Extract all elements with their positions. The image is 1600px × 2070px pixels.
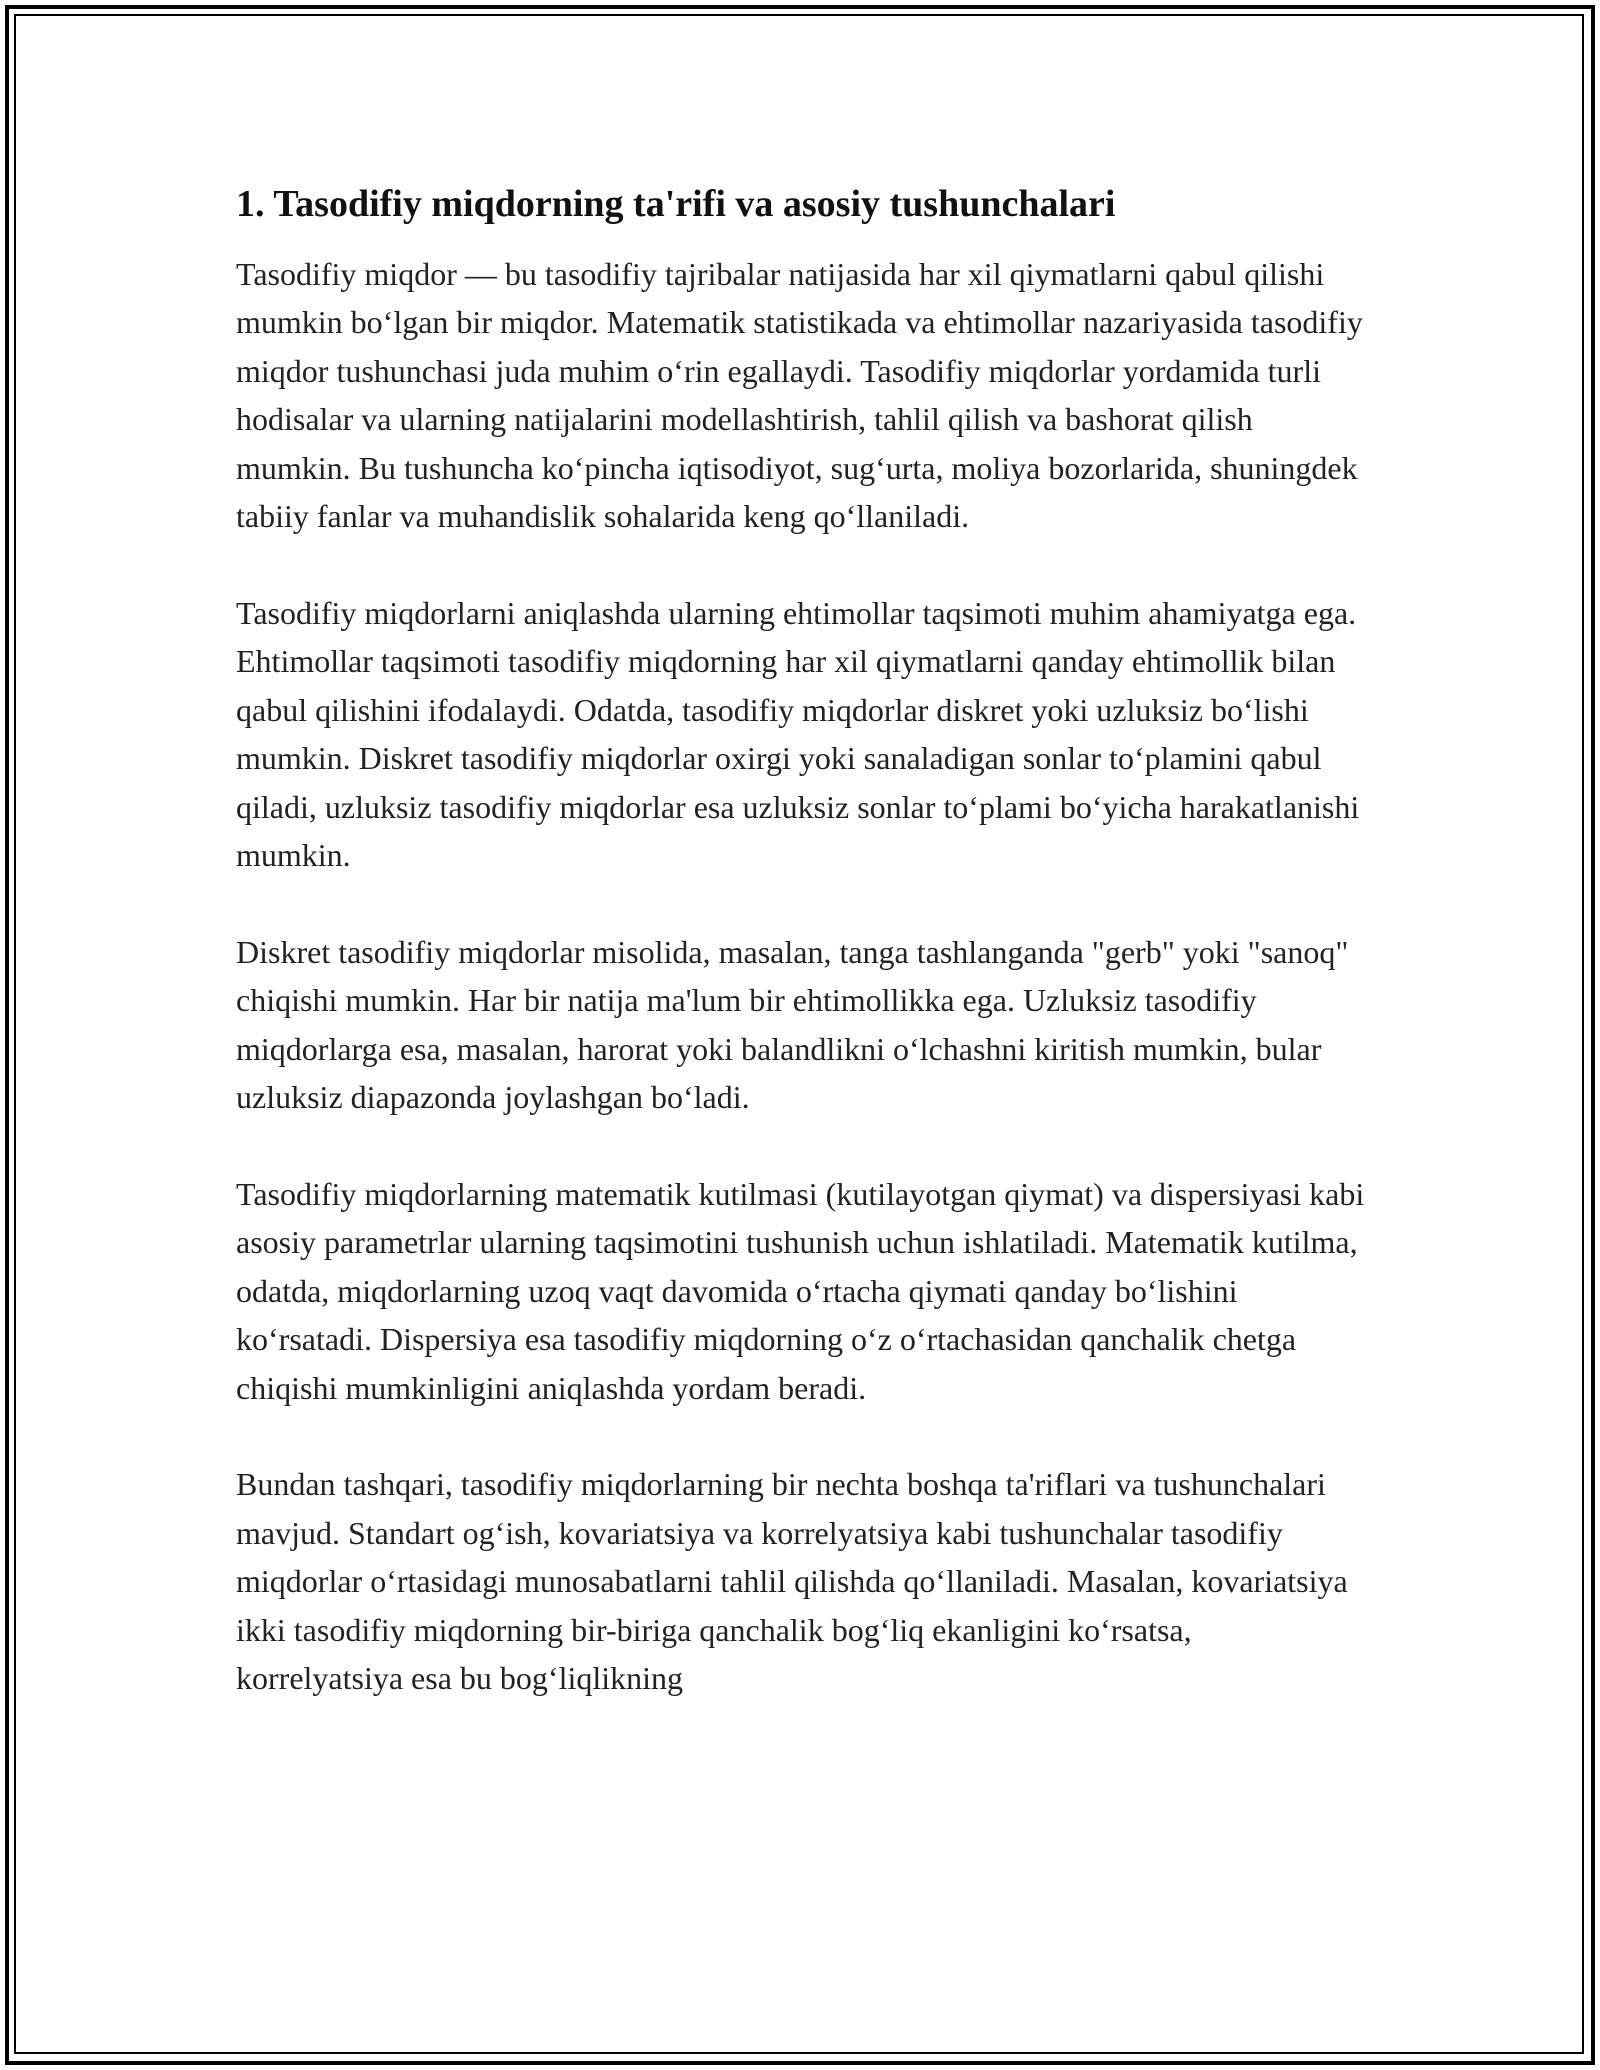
paragraph-other-concepts: Bundan tashqari, tasodifiy miqdorlarning bir nechta boshqa ta'riflari va tushunchalari mavjud. Standart og‘ish, kovariatsiya va korrelyatsiya kabi tushunchalar tasodifiy miqdorlar o‘rtasidagi munosabatlarni tahlil qilishda qo‘llaniladi. Masalan, kovariatsiya ikki tasodifiy miqdorning bir-biriga qanchalik bog‘liq ekanligini ko‘rsatsa, korrelyatsiya esa bu bog‘liqlikning (236, 1466, 1348, 1697)
paragraph-examples: Diskret tasodifiy miqdorlar misolida, masalan, tanga tashlanganda "gerb" yoki "sanoq" chiqishi mumkin. Har bir natija ma'lum bir ehtimollikka ega. Uzluksiz tasodifiy miqdorlarga esa, masalan, harorat yoki balandlikni o‘lchashni kiritish mumkin, bular uzluksiz diapazonda joylashgan bo‘ladi. (236, 933, 1349, 1116)
paragraph-definition: Tasodifiy miqdor — bu tasodifiy tajribalar natijasida har xil qiymatlarni qabul qilishi mumkin bo‘lgan bir miqdor. Matematik statistikada va ehtimollar nazariyasida tasodifiy miqdor tushunchasi juda muhim o‘rin egallaydi. Tasodifiy miqdorlar yordamida turli hodisalar va ularning natijalarini modellashtirish, tahlil qilish va bashorat qilish mumkin. Bu tushuncha ko‘pincha iqtisodiyot, sug‘urta, moliya bozorlarida, shuningdek tabiiy fanlar va muhandislik sohalarida keng qo‘llaniladi. (236, 255, 1363, 535)
document-body (236, 182, 1366, 1703)
section-heading: 1. Tasodifiy miqdorning ta'rifi va asosiy tushunchalari (236, 183, 1116, 225)
paragraph-expectation-variance: Tasodifiy miqdorlarning matematik kutilmasi (kutilayotgan qiymat) va dispersiyasi kabi asosiy parametrlar ularning taqsimotini tushunish uchun ishlatiladi. Matematik kutilma, odatda, miqdorlarning uzoq vaqt davomida o‘rtacha qiymati qanday bo‘lishini ko‘rsatadi. Dispersiya esa tasodifiy miqdorning o‘z o‘rtachasidan qanchalik chetga chiqishi mumkinligini aniqlashda yordam beradi. (236, 1175, 1365, 1406)
paragraph-distribution: Tasodifiy miqdorlarni aniqlashda ularning ehtimollar taqsimoti muhim ahamiyatga ega. Ehtimollar taqsimoti tasodifiy miqdorning har xil qiymatlarni qanday ehtimollik bilan qabul qilishini ifodalaydi. Odatda, tasodifiy miqdorlar diskret yoki uzluksiz bo‘lishi mumkin. Diskret tasodifiy miqdorlar oxirgi yoki sanaladigan sonlar to‘plamini qabul qiladi, uzluksiz tasodifiy miqdorlar esa uzluksiz sonlar to‘plami bo‘yicha harakatlanishi mumkin. (236, 594, 1360, 874)
